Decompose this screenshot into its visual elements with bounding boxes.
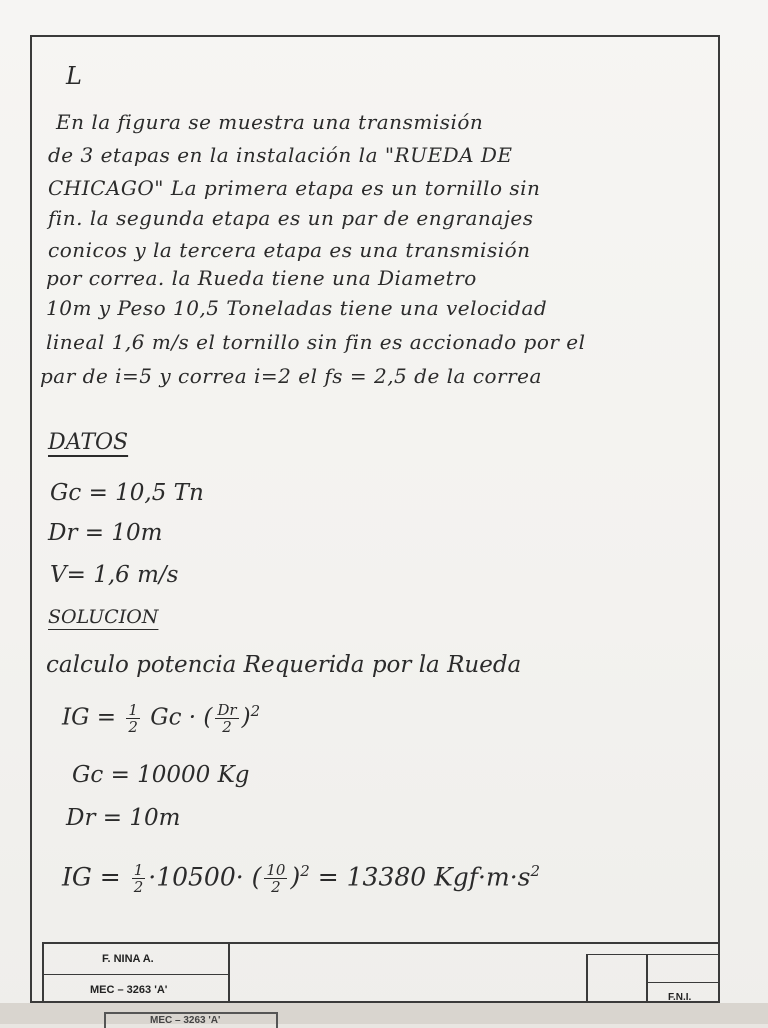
formula-result: = 13380 Kgf·m·s <box>317 862 531 892</box>
next-page-course-code: MEC – 3263 'A' <box>150 1015 221 1026</box>
page-number: L <box>66 62 82 90</box>
formula-inertia-general: IG = $\frac{1}{2}$ Gc · ( $\frac{Dr}{2}$ )$^2$ <box>62 701 261 737</box>
fraction: $\frac{1}{2}$ <box>128 701 138 737</box>
title-block-divider <box>646 954 648 1004</box>
formula-inertia-result: IG = $\frac{1}{2}$ ·10500· ( $\frac{10}{2}$ )$^2$ = 13380 $Kgf\cdot m\cdot s^2$ <box>62 861 541 897</box>
formula-term: Gc · <box>150 704 197 731</box>
datos-item: Dr = 10m <box>48 520 163 546</box>
fraction: $\frac{10}{2}$ <box>266 861 286 897</box>
title-block-top-border <box>42 942 720 944</box>
datos-item: Gc = 10,5 Tn <box>50 480 204 506</box>
datos-heading: DATOS <box>48 430 129 455</box>
exponent: 2 <box>300 862 310 880</box>
solucion-subtitle: calculo potencia Requerida por la Rueda <box>46 652 522 678</box>
institution-code: F.N.I. <box>668 992 692 1003</box>
author-name: F. NINA A. <box>102 953 154 965</box>
formula-term: ·10500· <box>148 862 244 892</box>
formula-lhs: IG = <box>62 704 117 731</box>
statement-line: lineal 1,6 m/s el tornillo sin fin es accionado por el <box>46 330 586 354</box>
statement-line: conicos y la tercera etapa es una transmisión <box>48 238 531 262</box>
statement-line: 10m y Peso 10,5 Toneladas tiene una velocidad <box>46 296 548 320</box>
statement-line: de 3 etapas en la instalación la "RUEDA DE <box>48 143 513 167</box>
course-code: MEC – 3263 'A' <box>90 984 168 996</box>
title-block-divider <box>646 982 720 983</box>
fraction: $\frac{Dr}{2}$ <box>217 701 237 737</box>
gc-value: Gc = 10000 Kg <box>72 762 250 788</box>
fraction: $\frac{1}{2}$ <box>133 861 144 897</box>
title-block-divider <box>42 942 44 1004</box>
title-block-divider <box>228 942 230 1004</box>
title-block-divider <box>586 954 588 1004</box>
exponent: 2 <box>530 862 541 880</box>
statement-line: CHICAGO" La primera etapa es un tornillo sin <box>48 176 541 200</box>
dr-value: Dr = 10m <box>66 805 181 831</box>
formula-lhs: IG = <box>62 862 121 892</box>
title-block-divider <box>586 954 720 955</box>
statement-line: par de i=5 y correa i=2 el fs = 2,5 de la correa <box>40 364 542 388</box>
datos-item: V= 1,6 m/s <box>50 562 179 588</box>
statement-line: fin. la segunda etapa es un par de engranajes <box>48 206 534 230</box>
statement-line: por correa. la Rueda tiene una Diametro <box>46 266 477 290</box>
statement-line: En la figura se muestra una transmisión <box>56 110 484 134</box>
solucion-heading: SOLUCION <box>48 606 159 628</box>
title-block-divider <box>42 974 228 975</box>
exponent: 2 <box>250 702 261 720</box>
